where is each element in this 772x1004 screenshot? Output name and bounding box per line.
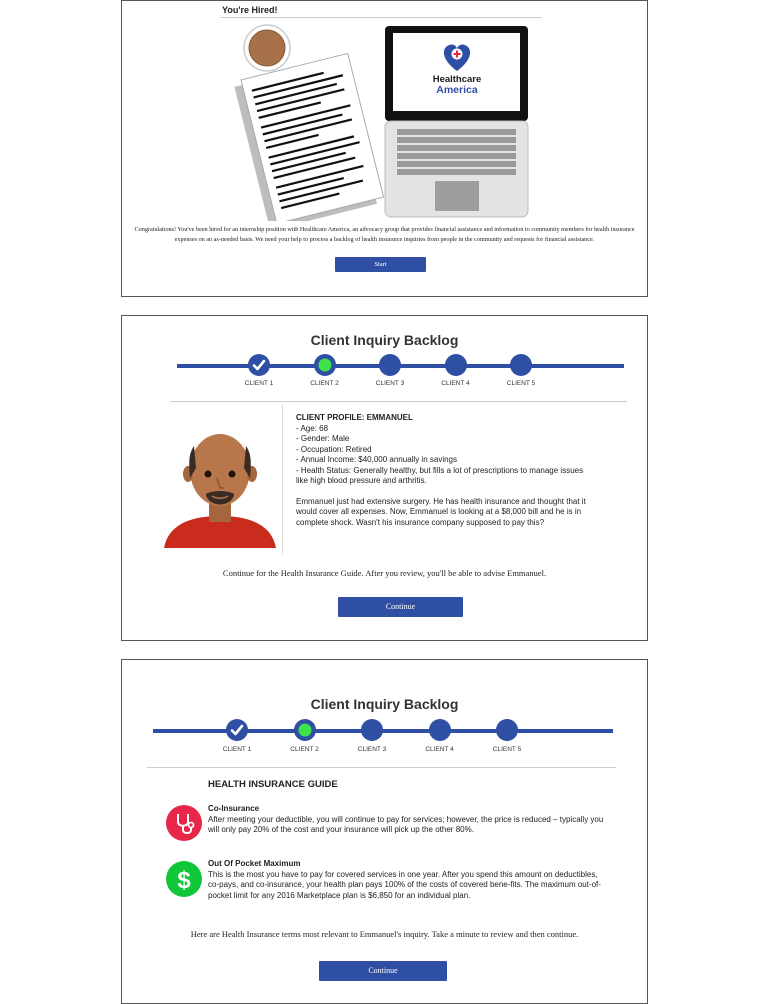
intro-title: You're Hired! bbox=[222, 5, 278, 15]
step-label: CLIENT 4 bbox=[425, 746, 454, 753]
step-pending[interactable] bbox=[496, 719, 518, 741]
logo-line1: Healthcare bbox=[432, 74, 482, 85]
client-avatar bbox=[162, 428, 278, 548]
section-divider bbox=[170, 401, 627, 402]
step-label: CLIENT 1 bbox=[222, 746, 252, 753]
step-label: CLIENT 4 bbox=[441, 380, 470, 387]
term-out-of-pocket-maximum bbox=[208, 859, 608, 901]
term-title: Out Of Pocket Maximum bbox=[208, 859, 301, 868]
stethoscope-icon bbox=[166, 805, 202, 841]
profile-gender: - Gender: Male bbox=[296, 434, 350, 443]
progress-track bbox=[153, 729, 613, 733]
coffee-cup-icon bbox=[244, 25, 290, 71]
svg-text:$: $ bbox=[177, 867, 191, 894]
step-complete-check-icon[interactable] bbox=[248, 354, 270, 376]
term-text: After meeting your deductible, you will continue to pay for services; however, the price is reduced – typically you will only pay 20% of the cost and your insurance will pick up the other 80%. bbox=[208, 814, 604, 834]
start-button[interactable]: Start bbox=[335, 257, 426, 272]
insurance-guide-panel bbox=[121, 659, 648, 1004]
guide-instructions: Here are Health Insurance terms most relevant to Emmanuel's inquiry. Take a minute to review and then continue. bbox=[190, 929, 579, 939]
desk-illustration bbox=[227, 21, 537, 221]
profile-health-status: - Health Status: Generally healthy, but fills a lot of prescriptions to manage issues like high blood pressure and arthritis. bbox=[296, 465, 584, 485]
step-pending[interactable] bbox=[510, 354, 532, 376]
step-pending[interactable] bbox=[379, 354, 401, 376]
step-label: CLIENT 5 bbox=[506, 380, 536, 387]
step-label: CLIENT 3 bbox=[375, 380, 405, 387]
profile-age: - Age: 68 bbox=[296, 423, 329, 433]
step-complete-check-icon[interactable] bbox=[226, 719, 248, 741]
section-divider bbox=[147, 767, 616, 768]
term-co-insurance bbox=[208, 804, 608, 836]
title-divider bbox=[220, 17, 542, 18]
step-label: CLIENT 1 bbox=[244, 380, 274, 387]
term-text: This is the most you have to pay for covered services in one year. After you spend this amount on deductibles, co-pays, and co-insurance, your health plan pays 100% of the costs of covered bene-fits. The maximum out-of-pocket limit for any 2016 Marketplace plan is $6,850 for an individual plan. bbox=[208, 869, 601, 900]
intro-panel bbox=[121, 0, 648, 297]
profile-income: - Annual Income: $40,000 annually in savings bbox=[296, 455, 457, 464]
step-label: CLIENT 2 bbox=[310, 380, 339, 387]
profile-occupation: - Occupation: Retired bbox=[296, 444, 372, 454]
step-current[interactable] bbox=[314, 354, 336, 376]
vertical-divider bbox=[282, 404, 283, 554]
logo-line2: America bbox=[436, 84, 478, 96]
step-pending[interactable] bbox=[361, 719, 383, 741]
step-label: CLIENT 5 bbox=[492, 746, 522, 753]
backlog-title: Client Inquiry Backlog bbox=[310, 332, 459, 348]
client-profile-panel bbox=[121, 315, 648, 641]
profile-heading: CLIENT PROFILE: EMMANUEL bbox=[296, 413, 413, 422]
guide-heading: HEALTH INSURANCE GUIDE bbox=[208, 779, 338, 790]
document-icon bbox=[233, 53, 385, 221]
step-current[interactable] bbox=[294, 719, 316, 741]
continue-button[interactable]: Continue bbox=[319, 961, 447, 981]
continue-button[interactable]: Continue bbox=[338, 597, 463, 617]
step-label: CLIENT 2 bbox=[290, 746, 319, 753]
backlog-title: Client Inquiry Backlog bbox=[310, 696, 459, 712]
step-label: CLIENT 3 bbox=[357, 746, 387, 753]
client-profile bbox=[296, 413, 596, 528]
profile-story: Emmanuel just had extensive surgery. He has health insurance and thought that it would cover all expenses. Now, Emmanuel is looking at a $8,000 bill and he is in complete shock. Wasn't his insurance company supposed to pay this? bbox=[296, 496, 586, 527]
profile-instructions: Continue for the Health Insurance Guide. After you review, you'll be able to advise Emmanuel. bbox=[222, 568, 547, 578]
term-title: Co-Insurance bbox=[208, 804, 260, 813]
step-pending[interactable] bbox=[445, 354, 467, 376]
intro-body: Congratulations! You've been hired for an internship position with Healthcare America, an advocacy group that provides financial assistance and information to community members for health insurance expenses on an as-needed basis. We need your help to process a backlog of health insurance inquiries from people in the community and requests for financial assistance. bbox=[134, 226, 635, 243]
step-pending[interactable] bbox=[429, 719, 451, 741]
dollar-icon bbox=[166, 861, 202, 897]
